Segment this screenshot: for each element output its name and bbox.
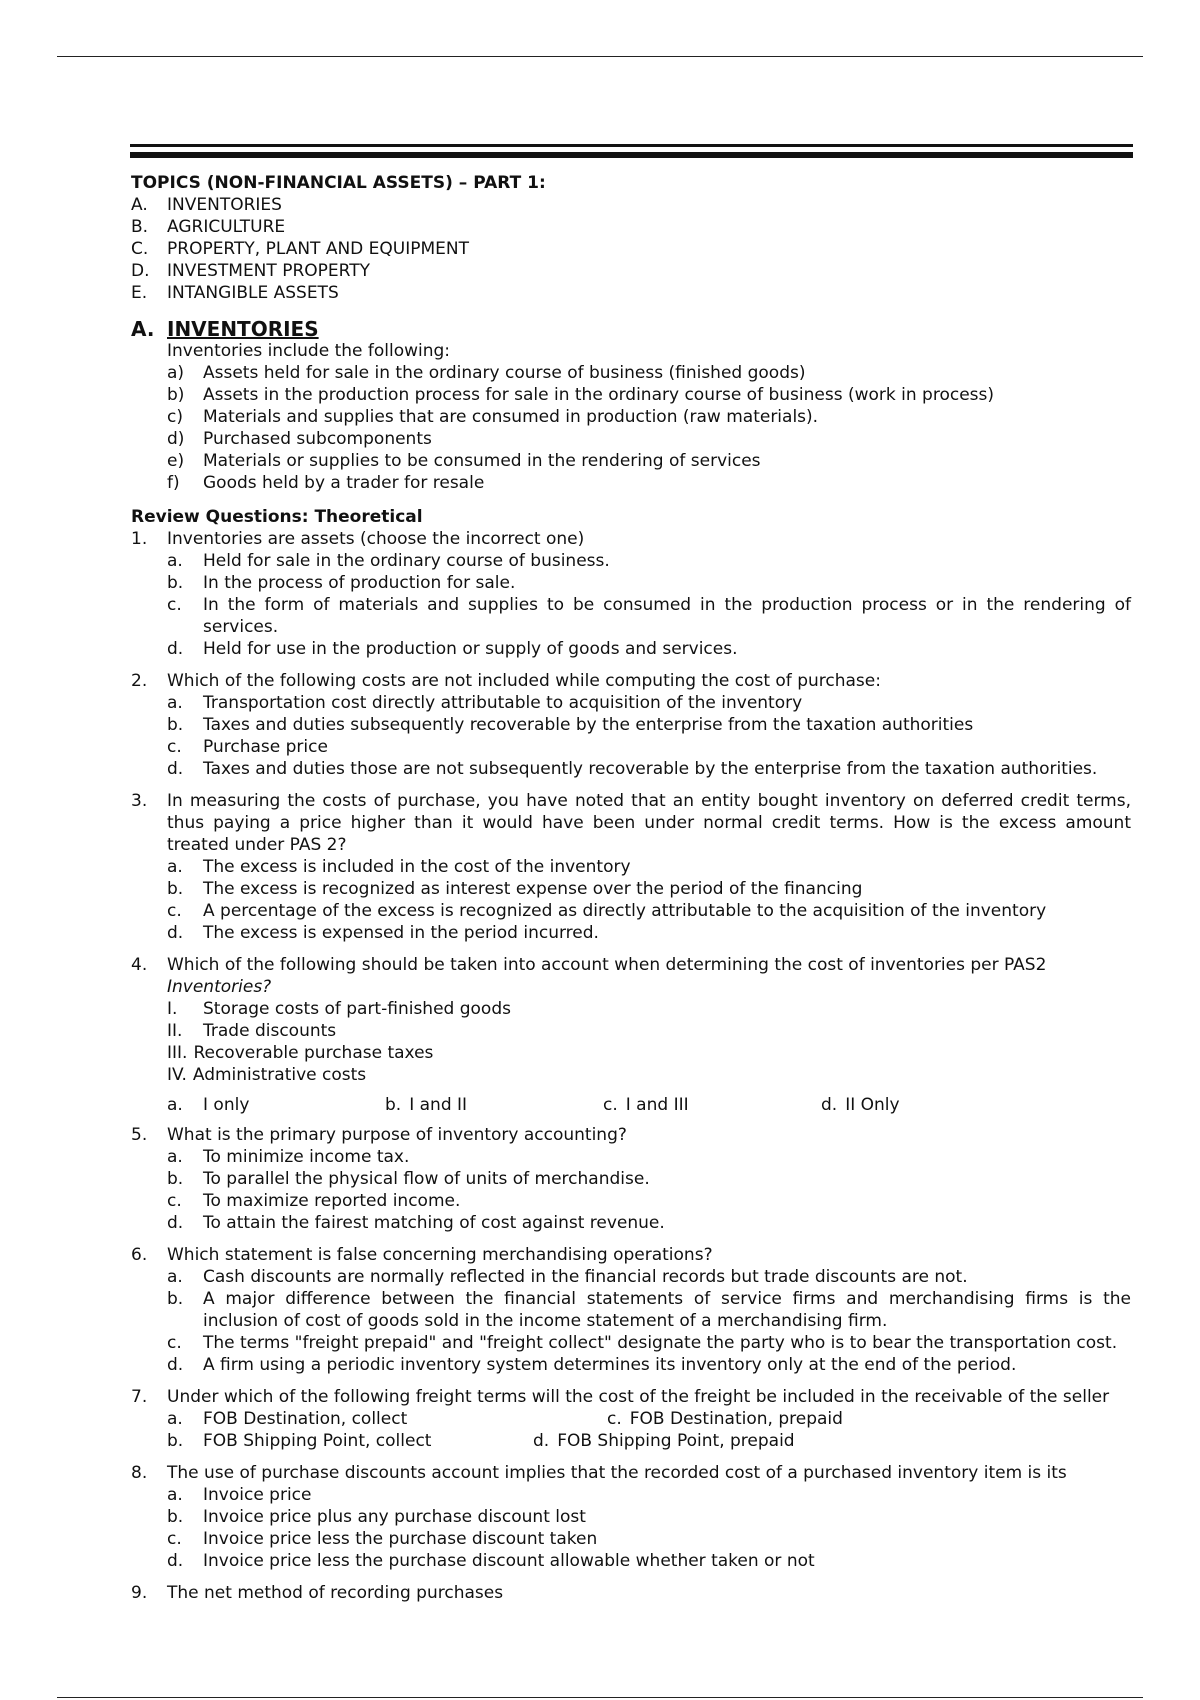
- question-4: 4. Which of the following should be taken into account when determining the cost of inventories per PAS2 Inventories? I. Storage costs of part-finished goods II. Trade discounts III. Recoverable purchase taxes IV. Administrative costs a. I only b. I and II c. I and III d. II Only: [131, 954, 1131, 1116]
- list-item: b) Assets in the production process for sale in the ordinary course of business (work in process): [167, 385, 994, 405]
- section-heading: A. INVENTORIES: [131, 317, 319, 341]
- answer-option: d. FOB Shipping Point, prepaid: [533, 1431, 795, 1451]
- answer-option: a. The excess is included in the cost of the inventory: [167, 857, 631, 877]
- header-rule: [57, 56, 1143, 57]
- answer-option: c. I and III: [603, 1095, 689, 1115]
- answer-option: b. A major difference between the financial statements of service firms and merchandising firms is the inclusion of cost of goods sold in the income statement of a merchandising firm.: [167, 1289, 1131, 1331]
- title-rule-thick: [130, 152, 1133, 158]
- answer-option: d. A firm using a periodic inventory system determines its inventory only at the end of the period.: [167, 1355, 1017, 1375]
- answer-option: b. FOB Shipping Point, collect: [167, 1431, 432, 1451]
- answer-option: c. The terms "freight prepaid" and "freight collect" designate the party who is to bear the transportation cost.: [167, 1333, 1118, 1353]
- answer-option: d. To attain the fairest matching of cost against revenue.: [167, 1213, 665, 1233]
- list-item: e) Materials or supplies to be consumed in the rendering of services: [167, 451, 761, 471]
- answer-options: [167, 1094, 1131, 1116]
- topics-heading: TOPICS (NON-FINANCIAL ASSETS) – PART 1:: [131, 173, 546, 193]
- answer-option: a. Invoice price: [167, 1485, 312, 1505]
- answer-option: a. Held for sale in the ordinary course of business.: [167, 551, 610, 571]
- question-1: 1. Inventories are assets (choose the incorrect one) a. Held for sale in the ordinary course of business. b. In the process of production for sale. c. In the form of materials and supplies to be consumed in the production process or in the rendering of services. d. Held for use in the production or supply of goods and services.: [131, 529, 1131, 659]
- list-item: c) Materials and supplies that are consumed in production (raw materials).: [167, 407, 819, 427]
- list-item: f) Goods held by a trader for resale: [167, 473, 485, 493]
- answer-option: c. Invoice price less the purchase discount taken: [167, 1529, 598, 1549]
- question-3: 3. In measuring the costs of purchase, you have noted that an entity bought inventory on deferred credit terms, thus paying a price higher than it would have been under normal credit terms. How is the excess amount treated under PAS 2? a. The excess is included in the cost of the inventory b. The excess is recognized as interest expense over the period of the financing c. A percentage of the excess is recognized as directly attributable to the acquisition of the inventory d. The excess is expensed in the period incurred.: [131, 791, 1131, 943]
- inventory-items: [167, 362, 1131, 494]
- list-item: E. INTANGIBLE ASSETS: [131, 283, 339, 303]
- question-5: 5. What is the primary purpose of inventory accounting? a. To minimize income tax. b. To parallel the physical flow of units of merchandise. c. To maximize reported income. d. To attain the fairest matching of cost against revenue.: [131, 1124, 1131, 1234]
- list-item: B. AGRICULTURE: [131, 217, 286, 237]
- answer-option: b. To parallel the physical flow of units of merchandise.: [167, 1169, 650, 1189]
- answer-option: d. Invoice price less the purchase discount allowable whether taken or not: [167, 1551, 815, 1571]
- list-item: II. Trade discounts: [167, 1021, 337, 1041]
- document-body: [131, 172, 1131, 1604]
- list-item: III. Recoverable purchase taxes: [167, 1043, 434, 1063]
- list-item: I. Storage costs of part-finished goods: [167, 999, 511, 1019]
- answer-option: c. FOB Destination, prepaid: [607, 1409, 843, 1429]
- answer-option: c. To maximize reported income.: [167, 1191, 461, 1211]
- section-intro: Inventories include the following:: [167, 341, 451, 361]
- answer-option: b. Taxes and duties subsequently recoverable by the enterprise from the taxation authorities: [167, 715, 974, 735]
- answer-option: a. I only: [167, 1095, 250, 1115]
- title-rule-thin: [130, 144, 1133, 147]
- topics-list: [131, 194, 1131, 304]
- list-item: D. INVESTMENT PROPERTY: [131, 261, 370, 281]
- answer-option: d. The excess is expensed in the period incurred.: [167, 923, 599, 943]
- answer-option: b. Invoice price plus any purchase discount lost: [167, 1507, 586, 1527]
- question-7: 7. Under which of the following freight terms will the cost of the freight be included in the receivable of the seller a. FOB Destination, collect c. FOB Destination, prepaid b. FOB Shipping Point, collect d. FOB Shipping Point, prepaid: [131, 1387, 1110, 1451]
- answer-option: b. I and II: [385, 1095, 468, 1115]
- question-8: 8. The use of purchase discounts account implies that the recorded cost of a purchased inventory item is its a. Invoice price b. Invoice price plus any purchase discount lost c. Invoice price less the purchase discount taken d. Invoice price less the purchase discount allowable whether taken or not: [131, 1462, 1131, 1572]
- answer-option: d. Taxes and duties those are not subsequently recoverable by the enterprise from the taxation authorities.: [167, 759, 1098, 779]
- answer-option: a. Cash discounts are normally reflected in the financial records but trade discounts are not.: [167, 1267, 968, 1287]
- review-heading: Review Questions: Theoretical: [131, 507, 423, 527]
- answer-option: c. In the form of materials and supplies to be consumed in the production process or in the rendering of services.: [167, 595, 1131, 637]
- list-item: d) Purchased subcomponents: [167, 429, 432, 449]
- answer-option: a. To minimize income tax.: [167, 1147, 410, 1167]
- list-item: A. INVENTORIES: [131, 195, 282, 215]
- answer-option: d. Held for use in the production or supply of goods and services.: [167, 639, 738, 659]
- question-2: 2. Which of the following costs are not included while computing the cost of purchase: a. Transportation cost directly attributable to acquisition of the inventory b. Taxes and duties subsequently recoverable by the enterprise from the taxation authorities c. Purchase price d. Taxes and duties those are not subsequently recoverable by the enterprise from the taxation authorities.: [131, 670, 1131, 780]
- question-9: 9. The net method of recording purchases: [131, 1583, 504, 1603]
- answer-option: c. A percentage of the excess is recognized as directly attributable to the acquisition of the inventory: [167, 901, 1047, 921]
- answer-option: b. The excess is recognized as interest expense over the period of the financing: [167, 879, 863, 899]
- list-item: IV. Administrative costs: [167, 1065, 367, 1085]
- question-6: 6. Which statement is false concerning merchandising operations? a. Cash discounts are normally reflected in the financial records but trade discounts are not. b. A major difference between the financial statements of service firms and merchandising firms is the inclusion of cost of goods sold in the income statement of a merchandising firm. c. The terms "freight prepaid" and "freight collect" designate the party who is to bear the transportation cost. d. A firm using a periodic inventory system determines its inventory only at the end of the period.: [131, 1245, 1131, 1375]
- answer-option: b. In the process of production for sale.: [167, 573, 516, 593]
- answer-option: d. II Only: [821, 1095, 900, 1115]
- list-item: C. PROPERTY, PLANT AND EQUIPMENT: [131, 239, 470, 259]
- answer-option: c. Purchase price: [167, 737, 328, 757]
- answer-option: a. Transportation cost directly attributable to acquisition of the inventory: [167, 693, 803, 713]
- footer-rule: [57, 1697, 1143, 1698]
- list-item: a) Assets held for sale in the ordinary course of business (finished goods): [167, 363, 806, 383]
- answer-option: a. FOB Destination, collect: [167, 1409, 408, 1429]
